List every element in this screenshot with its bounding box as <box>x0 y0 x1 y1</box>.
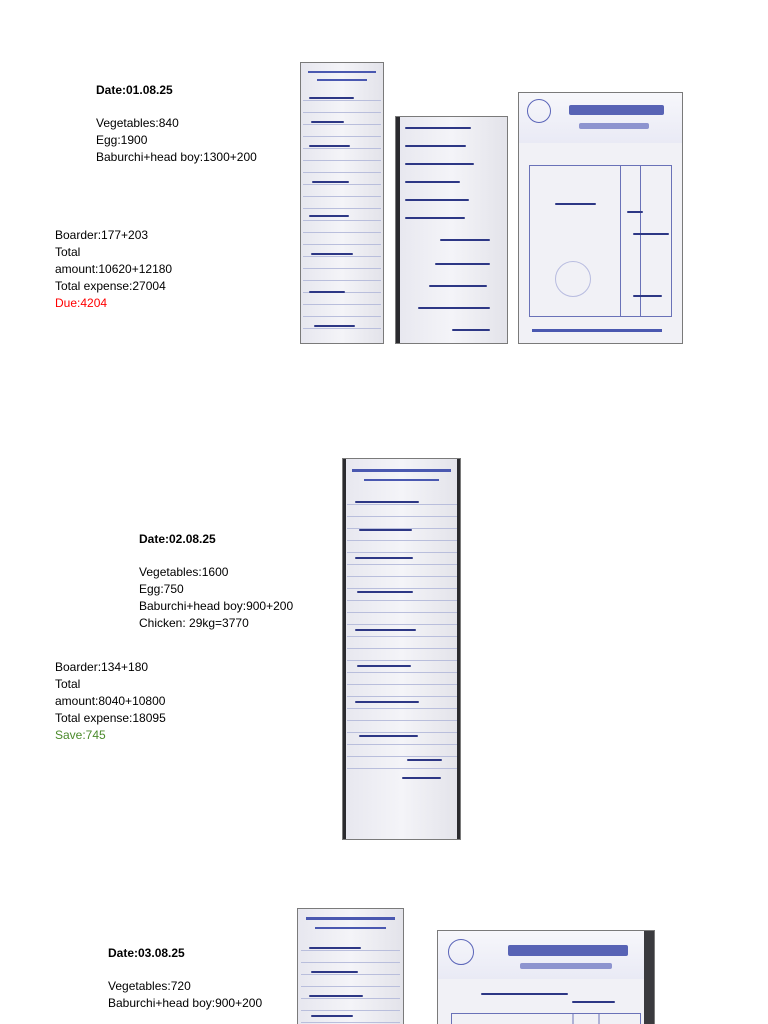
expense-line: Chicken: 29kg=3770 <box>139 616 249 630</box>
receipt-image <box>342 458 461 840</box>
expense-line: Vegetables:720 <box>108 979 191 993</box>
expense-line: Egg:1900 <box>96 133 148 147</box>
receipt-image <box>297 908 404 1024</box>
entry-date: Date:02.08.25 <box>139 532 216 546</box>
entry-date: Date:03.08.25 <box>108 946 185 960</box>
expense-line: Baburchi+head boy:900+200 <box>139 599 294 613</box>
receipt-image <box>437 930 655 1024</box>
expense-line: Baburchi+head boy:1300+200 <box>96 150 257 164</box>
expense-line: Egg:750 <box>139 582 184 596</box>
due-amount: Due:4204 <box>55 296 108 310</box>
expense-line: Vegetables:840 <box>96 116 179 130</box>
boarder-line: Boarder:177+203 <box>55 228 149 242</box>
entry-01-08-25-items <box>96 83 257 166</box>
total-expense: Total expense:18095 <box>55 711 166 725</box>
receipt-image <box>518 92 683 344</box>
expense-line: Vegetables:1600 <box>139 565 229 579</box>
receipt-image <box>395 116 508 344</box>
total-amount: amount:10620+12180 <box>55 262 173 276</box>
entry-02-08-25-summary <box>55 659 166 744</box>
entry-date: Date:01.08.25 <box>96 83 173 97</box>
receipt-image <box>300 62 384 344</box>
total-label: Total <box>55 677 81 691</box>
boarder-line: Boarder:134+180 <box>55 660 149 674</box>
entry-02-08-25-items <box>139 532 293 632</box>
entry-01-08-25-summary <box>55 227 172 312</box>
save-amount: Save:745 <box>55 728 106 742</box>
total-amount: amount:8040+10800 <box>55 694 166 708</box>
expense-line: Baburchi+head boy:900+200 <box>108 996 263 1010</box>
entry-03-08-25-items <box>108 946 262 1012</box>
total-label: Total <box>55 245 81 259</box>
total-expense: Total expense:27004 <box>55 279 166 293</box>
